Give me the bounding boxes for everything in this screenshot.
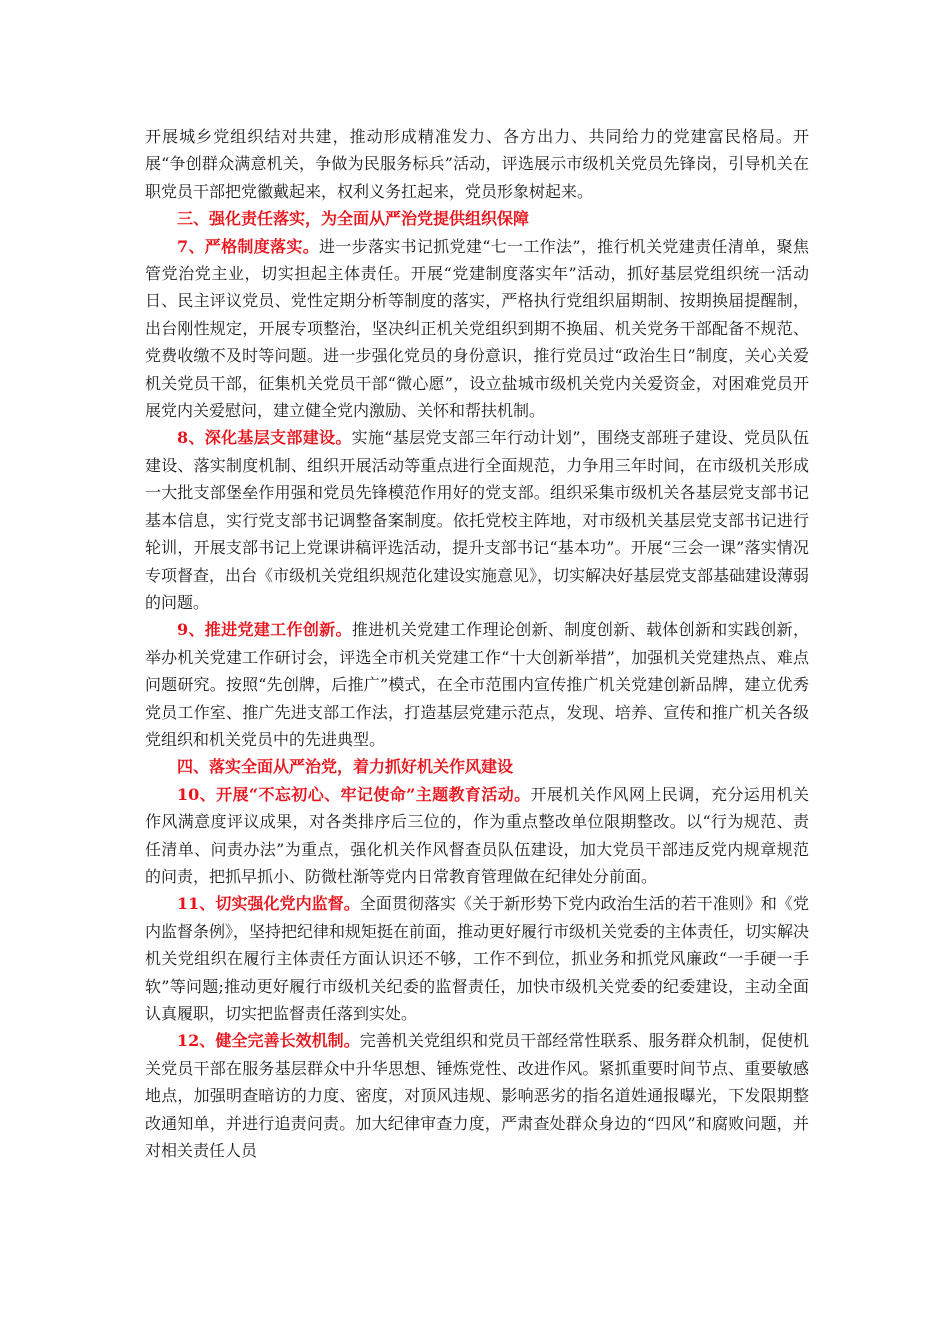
paragraph: [145, 424, 809, 616]
item-lead: 12、健全完善长效机制。: [177, 1031, 360, 1051]
section-heading: 三、强化责任落实，为全面从严治党提供组织保障: [177, 209, 530, 229]
item-lead: 7、严格制度落实。: [177, 236, 320, 256]
paragraph: [145, 616, 809, 753]
item-text: 开展机关作风网上民调，充分运用机关作风满意度评议成果，对各类排序后三位的，作为重点整改单位限期整改。以“行为规范、责任清单、问责办法”为重点，强化机关作风督查员队伍建设，加大党员干部违反党内规章规范的问责，把抓早抓小、防微杜渐等党内日常教育管理做在纪律处分前面。: [145, 784, 809, 886]
item-lead: 11、切实强化党内监督。: [177, 894, 360, 914]
paragraph: [145, 890, 809, 1027]
item-text: 实施“基层党支部三年行动计划”，围绕支部班子建设、党员队伍建设、落实制度机制、组织开展活动等重点进行全面规范，力争用三年时间，在市级机关形成一大批支部堡垒作用强和党员先锋模范作用好的党支部。组织采集市级机关各基层党支部书记基本信息，实行党支部书记调整备案制度。依托党校主阵地，对市级机关基层党支部书记进行轮训，开展支部书记上党课讲稿评选活动，提升支部书记“基本功”。开展“三会一课”落实情况专项督查，出台《市级机关党组织规范化建设实施意见》，切实解决好基层党支部基础建设薄弱的问题。: [145, 428, 810, 612]
item-text: 全面贯彻落实《关于新形势下党内政治生活的若干准则》和《党内监督条例》，坚持把纪律和规矩挺在前面，推动更好履行市级机关党委的主体责任，切实解决机关党组织在履行主体责任方面认识还不够，工作不到位，抓业务和抓党风廉政“一手硬一手软”等问题;推动更好履行市级机关纪委的监督责任，加快市级机关党委的纪委建设，主动全面认真履职，切实把监督责任落到实处。: [145, 894, 810, 1023]
item-lead: 10、开展“不忘初心、牢记使命”主题教育活动。: [177, 784, 531, 804]
item-text: 完善机关党组织和党员干部经常性联系、服务群众机制，促使机关党员干部在服务基层群众中升华思想、锤炼党性、改进作风。紧抓重要时间节点、重要敏感地点，加强明查暗访的力度、密度，对顶风违规、影响恶劣的指名道姓通报曝光，下发限期整改通知单，并进行追责问责。加大纪律审查力度，严肃查处群众身边的“四风”和腐败问题，并对相关责任人员: [145, 1031, 809, 1161]
item-lead: 9、推进党建工作创新。: [177, 620, 352, 640]
item-lead: 8、深化基层支部建设。: [177, 428, 352, 448]
paragraph: [145, 1027, 809, 1164]
item-text: 推进机关党建工作理论创新、制度创新、载体创新和实践创新，举办机关党建工作研讨会，评选全市机关党建工作“十大创新举措”，加强机关党建热点、难点问题研究。按照“先创牌，后推广”模式，在全市范围内宣传推广机关党建创新品牌，建立优秀党员工作室、推广先进支部工作法，打造基层党建示范点，发现、培养、宣传和推广机关各级党组织和机关党员中的先进典型。: [145, 620, 809, 749]
paragraph: [145, 233, 809, 425]
section-heading: 四、落实全面从严治党，着力抓好机关作风建设: [177, 757, 514, 777]
item-text: 进一步落实书记抓党建“七一工作法”，推行机关党建责任清单，聚焦管党治党主业，切实担起主体责任。开展“党建制度落实年”活动，抓好基层党组织统一活动日、民主评议党员、党性定期分析等制度的落实，严格执行党组织届期制、按期换届提醒制，出台刚性规定，开展专项整治，坚决纠正机关党组织到期不换届、机关党务干部配备不规范、党费收缴不及时等问题。进一步强化党员的身份意识，推行党员过“政治生日”制度，关心关爱机关党员干部，征集机关党员干部“微心愿”，设立盐城市级机关党内关爱资金，对困难党员开展党内关爱慰问，建立健全党内激励、关怀和帮扶机制。: [145, 236, 809, 421]
paragraph: 开展城乡党组织结对共建，推动形成精准发力、各方出力、共同给力的党建富民格局。开展“争创群众满意机关，争做为民服务标兵”活动，评选展示市级机关党员先锋岗，引导机关在职党员干部把党徽戴起来，权利义务扛起来，党员形象树起来。: [145, 127, 809, 201]
document-body: [145, 123, 809, 1164]
paragraph: [145, 781, 809, 891]
